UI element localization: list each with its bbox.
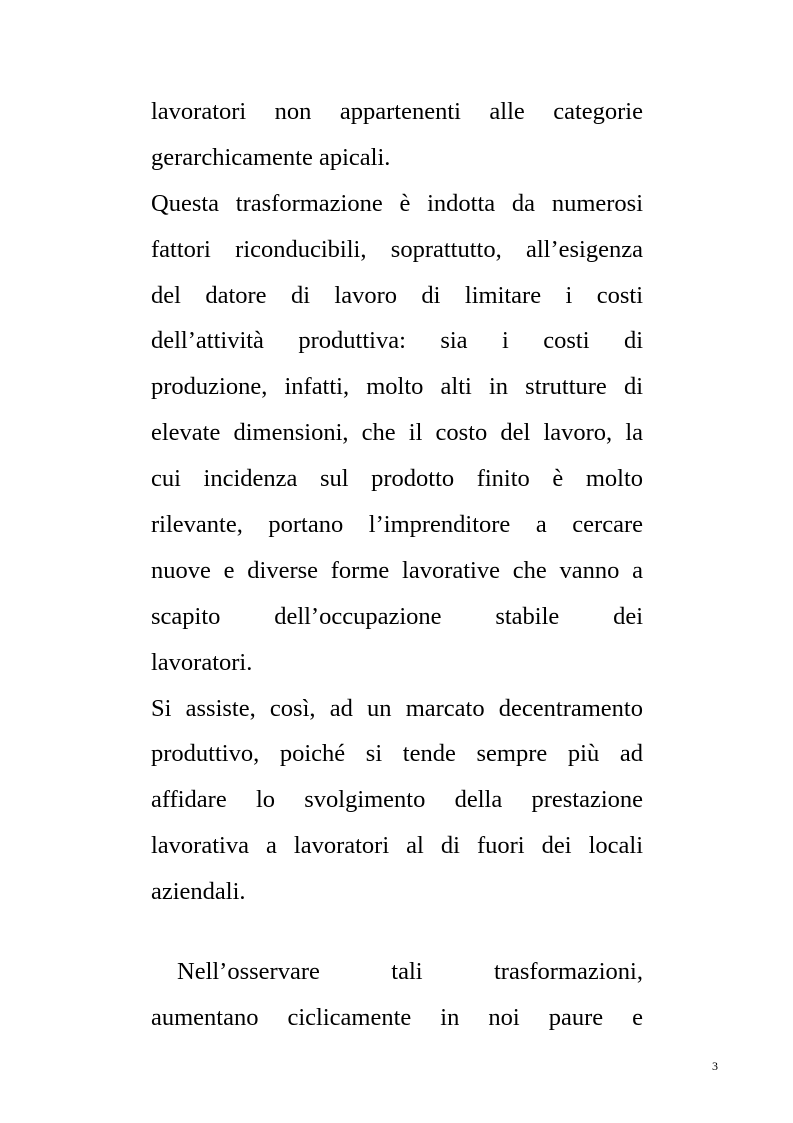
text-line: aziendali.	[151, 878, 246, 906]
text-line: lavoratori.	[151, 648, 253, 676]
paragraph-gap	[151, 915, 643, 949]
text-line: cui incidenza sul prodotto finito è molto	[151, 465, 643, 493]
text-line: del datore di lavoro di limitare i costi	[151, 281, 643, 309]
body-text	[151, 89, 643, 1041]
text-line: Nell’osservare tali trasformazioni,	[177, 958, 643, 986]
text-line: scapito dell’occupazione stabile dei	[151, 602, 643, 630]
text-line: dell’attività produttiva: sia i costi di	[151, 327, 643, 355]
text-line: rilevante, portano l’imprenditore a cercare	[151, 511, 643, 539]
text-line: fattori riconducibili, soprattutto, all’esigenza	[151, 235, 643, 263]
page-number: 3	[712, 1059, 718, 1073]
text-line: Questa trasformazione è indotta da numerosi	[151, 189, 643, 217]
text-line: lavorativa a lavoratori al di fuori dei locali	[151, 832, 643, 860]
text-line: elevate dimensioni, che il costo del lavoro, la	[151, 419, 643, 447]
text-line: lavoratori non appartenenti alle categorie	[151, 98, 643, 125]
text-line: aumentano ciclicamente in noi paure e	[151, 1003, 643, 1031]
text-line: affidare lo svolgimento della prestazione	[151, 786, 643, 814]
text-line: gerarchicamente apicali.	[151, 143, 391, 171]
text-line: nuove e diverse forme lavorative che vanno a	[151, 556, 643, 584]
text-line: produzione, infatti, molto alti in strutture di	[151, 373, 643, 401]
text-line: Si assiste, così, ad un marcato decentramento	[151, 694, 643, 722]
text-line: produttivo, poiché si tende sempre più ad	[151, 740, 643, 768]
